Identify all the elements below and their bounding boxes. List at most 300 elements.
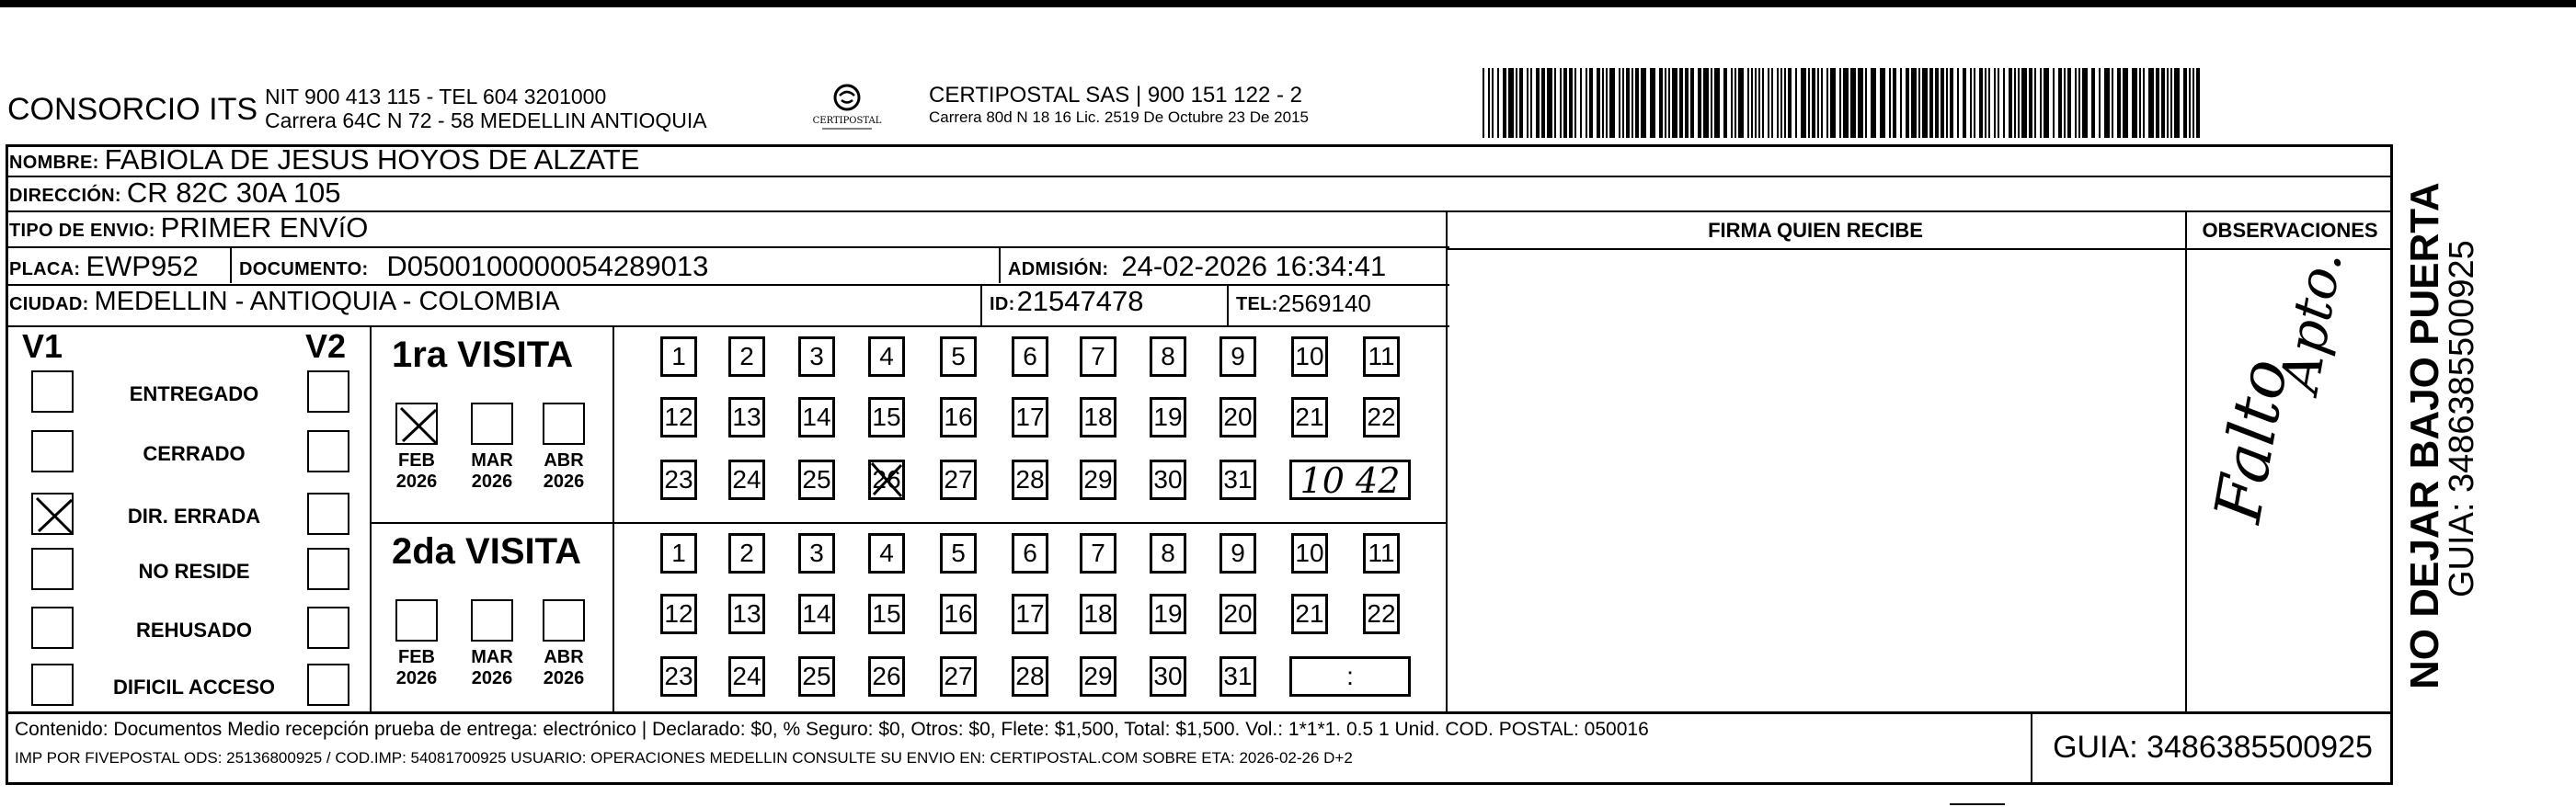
status-v1-checkbox[interactable] bbox=[31, 430, 74, 472]
barcode-bar bbox=[1711, 68, 1712, 138]
month-checkbox[interactable] bbox=[543, 599, 585, 642]
status-v1-checkbox[interactable] bbox=[31, 664, 74, 706]
barcode-bar bbox=[2123, 68, 2128, 138]
day-box-7[interactable]: 7 bbox=[1080, 336, 1116, 377]
barcode-bar bbox=[2174, 68, 2180, 138]
barcode-bar bbox=[1698, 68, 1701, 138]
day-box-1[interactable]: 1 bbox=[660, 336, 697, 377]
status-v1-checkbox[interactable] bbox=[31, 370, 74, 413]
status-v2-checkbox[interactable] bbox=[307, 370, 349, 413]
side-warning: NO DEJAR BAJO PUERTA bbox=[2402, 182, 2447, 689]
day-box-17[interactable]: 17 bbox=[1012, 594, 1048, 634]
barcode-bar bbox=[2009, 68, 2012, 138]
documento-value: D0500100000054289013 bbox=[386, 250, 709, 282]
row-id bbox=[986, 286, 1144, 315]
barcode-bar bbox=[1946, 68, 1948, 138]
barcode-bar bbox=[1768, 68, 1769, 138]
month-checkbox[interactable] bbox=[543, 403, 585, 445]
barcode-bar bbox=[1597, 68, 1600, 138]
barcode-bar bbox=[1619, 68, 1620, 138]
month-label bbox=[465, 647, 519, 689]
month-checkbox[interactable] bbox=[471, 599, 513, 642]
barcode-bar bbox=[1574, 68, 1576, 138]
barcode-bar bbox=[1826, 68, 1828, 138]
barcode-bar bbox=[1622, 68, 1624, 138]
barcode-bar bbox=[2014, 68, 2016, 138]
admision-label: ADMISIÓN: bbox=[1008, 259, 1109, 279]
barcode-bar bbox=[1812, 68, 1815, 138]
barcode-bar bbox=[1788, 68, 1792, 138]
day-box-15[interactable]: 15 bbox=[868, 397, 905, 438]
barcode-bar bbox=[1672, 68, 1677, 138]
day-box-21[interactable]: 21 bbox=[1291, 594, 1328, 634]
status-v2-checkbox[interactable] bbox=[307, 493, 349, 535]
status-v2-checkbox[interactable] bbox=[307, 430, 349, 472]
day-box-11[interactable]: 11 bbox=[1363, 336, 1400, 377]
day-box-18[interactable]: 18 bbox=[1080, 397, 1116, 438]
day-box-29[interactable]: 29 bbox=[1080, 656, 1116, 697]
day-box-8[interactable]: 8 bbox=[1150, 533, 1186, 574]
barcode-bar bbox=[1911, 68, 1917, 138]
divider bbox=[1446, 212, 1448, 711]
barcode-bar bbox=[1723, 68, 1727, 138]
barcode-bar bbox=[1998, 68, 1999, 138]
day-box-16[interactable]: 16 bbox=[940, 594, 977, 634]
month-label bbox=[537, 450, 590, 493]
divider bbox=[370, 522, 1448, 524]
barcode-bar bbox=[1589, 68, 1593, 138]
barcode-bar bbox=[1703, 68, 1709, 138]
barcode-bar bbox=[2192, 68, 2194, 138]
day-box-31[interactable]: 31 bbox=[1219, 460, 1256, 500]
barcode-bar bbox=[1821, 68, 1823, 138]
month-label bbox=[390, 450, 443, 493]
barcode-bar bbox=[2058, 68, 2062, 138]
barcode-bar bbox=[1755, 68, 1757, 138]
divider bbox=[6, 325, 1449, 327]
day-box-1[interactable]: 1 bbox=[660, 533, 697, 574]
row-admision bbox=[1004, 251, 1386, 280]
barcode-bar bbox=[1906, 68, 1909, 138]
divider bbox=[230, 248, 232, 283]
barcode-bar bbox=[2196, 68, 2200, 138]
id-label: ID: bbox=[990, 294, 1015, 314]
day-box-26[interactable]: 26 bbox=[868, 656, 905, 697]
row-tel bbox=[1232, 286, 1371, 315]
barcode-bar bbox=[1780, 68, 1782, 138]
barcode-bar bbox=[1569, 68, 1573, 138]
barcode-bar bbox=[1580, 68, 1582, 138]
divider bbox=[2185, 212, 2187, 711]
carrier-logo-icon bbox=[809, 81, 885, 136]
status-v1-checkbox[interactable] bbox=[31, 607, 74, 649]
barcode-bar bbox=[1635, 68, 1639, 138]
barcode-bar bbox=[2170, 68, 2172, 138]
firma-label: FIRMA QUIEN RECIBE bbox=[1708, 219, 1923, 242]
barcode-bar bbox=[1714, 68, 1720, 138]
day-box-24[interactable]: 24 bbox=[728, 656, 765, 697]
barcode-bar bbox=[1865, 68, 1867, 138]
barcode-bar bbox=[2003, 68, 2005, 138]
barcode-bar bbox=[1492, 68, 1494, 138]
month-year: 2026 bbox=[395, 668, 438, 688]
month-checkbox[interactable] bbox=[471, 403, 513, 445]
barcode-bar bbox=[2112, 68, 2113, 138]
barcode-bar bbox=[2075, 68, 2077, 138]
day-box-3[interactable]: 3 bbox=[798, 533, 835, 574]
status-v2-checkbox[interactable] bbox=[307, 607, 349, 649]
barcode-bar bbox=[1963, 68, 1966, 138]
barcode-bar bbox=[2040, 68, 2042, 138]
barcode-bar bbox=[1795, 68, 1797, 138]
month-checkbox[interactable] bbox=[395, 599, 438, 642]
row-documento bbox=[235, 251, 708, 280]
barcode-bar bbox=[1516, 68, 1517, 138]
month-year: 2026 bbox=[395, 472, 438, 492]
barcode-bar bbox=[1900, 68, 1902, 138]
divider bbox=[6, 246, 1449, 248]
barcode-bar bbox=[1497, 68, 1499, 138]
barcode-bar bbox=[1530, 68, 1532, 138]
barcode-bar bbox=[2053, 68, 2055, 138]
row-direccion bbox=[6, 177, 341, 207]
barcode-bar bbox=[1808, 68, 1810, 138]
day-box-20[interactable]: 20 bbox=[1219, 397, 1256, 438]
barcode-bar bbox=[1547, 68, 1552, 138]
divider bbox=[6, 176, 2393, 177]
divider bbox=[999, 248, 1001, 283]
divider bbox=[980, 285, 982, 325]
carrier-line1: CERTIPOSTAL SAS | 900 151 122 - 2 bbox=[929, 83, 1302, 108]
ciudad-value: MEDELLIN - ANTIOQUIA - COLOMBIA bbox=[94, 287, 560, 316]
barcode-bar bbox=[1731, 68, 1733, 138]
day-box-25[interactable]: 25 bbox=[798, 460, 835, 500]
month-label bbox=[465, 450, 519, 493]
barcode-bar bbox=[1858, 68, 1863, 138]
cut-mark bbox=[1950, 803, 2005, 805]
day-box-13[interactable]: 13 bbox=[728, 594, 765, 634]
day-box-27[interactable]: 27 bbox=[940, 460, 977, 500]
status-v1-checkbox[interactable] bbox=[31, 493, 74, 535]
barcode-bar bbox=[1974, 68, 1975, 138]
barcode-bar bbox=[1738, 68, 1744, 138]
barcode-bar bbox=[1483, 68, 1484, 138]
day-box-10[interactable]: 10 bbox=[1291, 533, 1328, 574]
barcode-bar bbox=[1817, 68, 1819, 138]
barcode-bar bbox=[1602, 68, 1604, 138]
day-box-8[interactable]: 8 bbox=[1150, 336, 1186, 377]
barcode-bar bbox=[2143, 68, 2145, 138]
month-name: FEB bbox=[398, 450, 435, 471]
status-v2-checkbox[interactable] bbox=[307, 664, 349, 706]
footer-line2: IMP POR FIVEPOSTAL ODS: 25136800925 / COD.IMP: 54081700925 USUARIO: OPERACIONES MEDELLIN CONSULTE SU ENVIO EN: CERTIPOSTAL.COM SOBRE ETA: 2026-02-26 D+2 bbox=[15, 749, 1353, 767]
barcode-bar bbox=[1843, 68, 1849, 138]
day-box-25[interactable]: 25 bbox=[798, 656, 835, 697]
nombre-value: FABIOLA DE JESUS HOYOS DE ALZATE bbox=[104, 143, 640, 176]
carrier-line2: Carrera 80d N 18 16 Lic. 2519 De Octubre 23 De 2015 bbox=[929, 108, 1309, 126]
barcode-bar bbox=[1979, 68, 1983, 138]
top-border bbox=[0, 0, 2576, 7]
barcode-bar bbox=[2161, 68, 2165, 138]
barcode-bar bbox=[1929, 68, 1933, 138]
barcode-bar bbox=[1563, 68, 1567, 138]
handwritten-falto: Falto bbox=[2200, 353, 2303, 529]
time-box[interactable]: : bbox=[1289, 656, 1411, 697]
barcode-bar bbox=[2167, 68, 2169, 138]
month-year: 2026 bbox=[471, 472, 513, 492]
barcode-bar bbox=[1830, 68, 1836, 138]
barcode-bar bbox=[2078, 68, 2080, 138]
day-box-14[interactable]: 14 bbox=[798, 594, 835, 634]
barcode-bar bbox=[2183, 68, 2187, 138]
barcode-bar bbox=[1735, 68, 1736, 138]
barcode-bar bbox=[1880, 68, 1885, 138]
barcode-bar bbox=[1659, 68, 1663, 138]
divider bbox=[370, 325, 372, 711]
month-name: ABR bbox=[544, 647, 584, 667]
id-value: 21547478 bbox=[1016, 285, 1144, 317]
status-label: DIFICIL ACCESO bbox=[112, 676, 275, 699]
day-box-17[interactable]: 17 bbox=[1012, 397, 1048, 438]
day-box-30[interactable]: 30 bbox=[1150, 460, 1186, 500]
month-year: 2026 bbox=[543, 668, 585, 688]
barcode-bar bbox=[1801, 68, 1806, 138]
month-year: 2026 bbox=[471, 668, 513, 688]
barcode-bar bbox=[2132, 68, 2137, 138]
footer-line1: Contenido: Documentos Medio recepción prueba de entrega: electrónico | Declarado: $0, % Seguro: $0, Otros: $0, Flete: $1,500, Total: $1,500. Vol.: 1*1*1. 0.5 1 Unid. COD. POSTAL: 050016 bbox=[15, 719, 1649, 740]
row-nombre bbox=[6, 144, 1449, 174]
barcode-bar bbox=[1957, 68, 1959, 138]
barcode-bar bbox=[1503, 68, 1506, 138]
barcode-bar bbox=[2099, 68, 2101, 138]
barcode-bar bbox=[1527, 68, 1528, 138]
barcode-bar bbox=[1970, 68, 1972, 138]
barcode-bar bbox=[2018, 68, 2020, 138]
barcode-bar bbox=[1685, 68, 1689, 138]
day-box-20[interactable]: 20 bbox=[1219, 594, 1256, 634]
barcode-bar bbox=[1650, 68, 1655, 138]
barcode-bar bbox=[1941, 68, 1944, 138]
barcode-bar bbox=[1560, 68, 1562, 138]
barcode-bar bbox=[1668, 68, 1670, 138]
day-box-7[interactable]: 7 bbox=[1080, 533, 1116, 574]
month-year: 2026 bbox=[543, 472, 585, 492]
day-box-26[interactable]: 26 bbox=[868, 460, 905, 500]
status-label: DIR. ERRADA bbox=[127, 505, 261, 528]
side-guia: GUIA: 3486385500925 bbox=[2443, 240, 2481, 597]
barcode-bar bbox=[1609, 68, 1615, 138]
barcode-bar bbox=[1839, 68, 1841, 138]
day-box-16[interactable]: 16 bbox=[940, 397, 977, 438]
month-name: ABR bbox=[544, 450, 584, 471]
day-box-24[interactable]: 24 bbox=[728, 460, 765, 500]
day-box-31[interactable]: 31 bbox=[1219, 656, 1256, 697]
status-label: CERRADO bbox=[143, 442, 246, 465]
barcode-bar bbox=[1893, 68, 1896, 138]
day-box-23[interactable]: 23 bbox=[660, 656, 697, 697]
day-box-15[interactable]: 15 bbox=[868, 594, 905, 634]
footer-guia: GUIA: 3486385500925 bbox=[2053, 730, 2373, 765]
barcode-bar bbox=[2139, 68, 2141, 138]
month-name: MAR bbox=[471, 647, 513, 667]
barcode-bar bbox=[2034, 68, 2036, 138]
day-box-6[interactable]: 6 bbox=[1012, 336, 1048, 377]
day-box-19[interactable]: 19 bbox=[1150, 594, 1186, 634]
day-box-5[interactable]: 5 bbox=[940, 533, 977, 574]
day-box-11[interactable]: 11 bbox=[1363, 533, 1400, 574]
barcode-bar bbox=[1871, 68, 1876, 138]
status-v1-checkbox[interactable] bbox=[31, 548, 74, 590]
handwritten-apto: Apto. bbox=[2268, 245, 2354, 397]
barcode-bar bbox=[1850, 68, 1856, 138]
carrier-logo-text: CERTIPOSTAL bbox=[812, 116, 882, 126]
barcode-bar bbox=[1508, 68, 1514, 138]
day-box-30[interactable]: 30 bbox=[1150, 656, 1186, 697]
month-name: MAR bbox=[471, 450, 513, 471]
day-box-4[interactable]: 4 bbox=[868, 336, 905, 377]
barcode-bar bbox=[1631, 68, 1633, 138]
v2-label: V2 bbox=[305, 327, 347, 365]
barcode-bar bbox=[1488, 68, 1490, 138]
day-box-14[interactable]: 14 bbox=[798, 397, 835, 438]
day-box-23[interactable]: 23 bbox=[660, 460, 697, 500]
day-box-3[interactable]: 3 bbox=[798, 336, 835, 377]
row-placa bbox=[6, 251, 199, 280]
status-label: NO RESIDE bbox=[138, 560, 250, 583]
month-name: FEB bbox=[398, 647, 435, 667]
barcode-bar bbox=[1994, 68, 1996, 138]
day-box-28[interactable]: 28 bbox=[1012, 656, 1048, 697]
day-cross-mark bbox=[868, 460, 905, 500]
day-box-13[interactable]: 13 bbox=[728, 397, 765, 438]
month-checkbox[interactable] bbox=[395, 403, 438, 445]
month-label bbox=[537, 647, 590, 689]
day-box-22[interactable]: 22 bbox=[1363, 397, 1400, 438]
company-nit: NIT 900 413 115 - TEL 604 3201000 bbox=[265, 85, 607, 108]
barcode-bar bbox=[1758, 68, 1760, 138]
direccion-value: CR 82C 30A 105 bbox=[126, 176, 341, 209]
barcode-bar bbox=[1751, 68, 1753, 138]
barcode-bar bbox=[1536, 68, 1540, 138]
barcode-bar bbox=[1586, 68, 1587, 138]
barcode-bar bbox=[2029, 68, 2032, 138]
day-box-22[interactable]: 22 bbox=[1363, 594, 1400, 634]
barcode-bar bbox=[1665, 68, 1666, 138]
status-label: REHUSADO bbox=[136, 619, 252, 642]
barcode-bar bbox=[1777, 68, 1779, 138]
tel-label: TEL: bbox=[1236, 294, 1278, 314]
day-box-12[interactable]: 12 bbox=[660, 594, 697, 634]
day-box-6[interactable]: 6 bbox=[1012, 533, 1048, 574]
day-box-27[interactable]: 27 bbox=[940, 656, 977, 697]
barcode-bar bbox=[2117, 68, 2121, 138]
visit-title: 1ra VISITA bbox=[392, 335, 574, 375]
barcode-bar bbox=[2021, 68, 2027, 138]
tel-value: 2569140 bbox=[1277, 290, 1371, 317]
barcode-bar bbox=[1519, 68, 1523, 138]
day-box-2[interactable]: 2 bbox=[728, 533, 765, 574]
row-ciudad bbox=[6, 286, 560, 315]
divider bbox=[1227, 285, 1229, 325]
day-box-9[interactable]: 9 bbox=[1219, 533, 1256, 574]
divider bbox=[1446, 248, 2393, 250]
documento-label: DOCUMENTO: bbox=[239, 259, 369, 279]
barcode-bar bbox=[1747, 68, 1749, 138]
barcode-bar bbox=[1922, 68, 1928, 138]
divider bbox=[613, 325, 614, 711]
status-label: ENTREGADO bbox=[129, 382, 259, 405]
company-address: Carrera 64C N 72 - 58 MEDELLIN ANTIOQUIA bbox=[265, 108, 707, 133]
barcode-bar bbox=[1679, 68, 1683, 138]
barcode-bar bbox=[1985, 68, 1986, 138]
barcode-bar bbox=[1918, 68, 1920, 138]
observaciones-label: OBSERVACIONES bbox=[2202, 219, 2378, 242]
company-info bbox=[265, 85, 707, 133]
admision-value: 24-02-2026 16:34:41 bbox=[1121, 250, 1387, 282]
barcode-bar bbox=[1950, 68, 1953, 138]
barcode-bar bbox=[2156, 68, 2159, 138]
barcode-bar bbox=[2148, 68, 2154, 138]
ciudad-label: CIUDAD: bbox=[9, 294, 89, 314]
row-tipo bbox=[6, 212, 368, 242]
barcode-bar bbox=[1626, 68, 1630, 138]
barcode-bar bbox=[2067, 68, 2071, 138]
visit-title: 2da VISITA bbox=[392, 531, 581, 572]
barcode-bar bbox=[1641, 68, 1646, 138]
barcode-bar bbox=[1554, 68, 1556, 138]
day-box-10[interactable]: 10 bbox=[1291, 336, 1328, 377]
barcode-bar bbox=[2044, 68, 2049, 138]
barcode-bar bbox=[2082, 68, 2088, 138]
barcode-bar bbox=[2104, 68, 2110, 138]
tipo-value: PRIMER ENVíO bbox=[160, 211, 369, 244]
barcode-bar bbox=[1762, 68, 1764, 138]
status-v2-checkbox[interactable] bbox=[307, 548, 349, 590]
nombre-label: NOMBRE: bbox=[9, 153, 99, 173]
barcode-bar bbox=[1889, 68, 1891, 138]
barcode-bar bbox=[1771, 68, 1773, 138]
placa-label: PLACA: bbox=[9, 259, 81, 279]
barcode-bar bbox=[1541, 68, 1545, 138]
day-box-19[interactable]: 19 bbox=[1150, 397, 1186, 438]
day-box-29[interactable]: 29 bbox=[1080, 460, 1116, 500]
day-box-12[interactable]: 12 bbox=[660, 397, 697, 438]
day-box-21[interactable]: 21 bbox=[1291, 397, 1328, 438]
company-name: CONSORCIO ITS bbox=[7, 92, 258, 127]
day-box-28[interactable]: 28 bbox=[1012, 460, 1048, 500]
barcode-bar bbox=[2189, 68, 2191, 138]
placa-value: EWP952 bbox=[86, 250, 199, 282]
day-box-18[interactable]: 18 bbox=[1080, 594, 1116, 634]
barcode-bar bbox=[1606, 68, 1608, 138]
tipo-label: TIPO DE ENVIO: bbox=[9, 221, 155, 241]
barcode-bar bbox=[1935, 68, 1939, 138]
barcode-bar bbox=[2064, 68, 2066, 138]
day-box-9[interactable]: 9 bbox=[1219, 336, 1256, 377]
carrier-logo bbox=[809, 81, 885, 136]
carrier-info bbox=[929, 83, 1309, 126]
time-box[interactable]: 10 42 bbox=[1289, 460, 1411, 500]
day-box-2[interactable]: 2 bbox=[728, 336, 765, 377]
month-label bbox=[390, 647, 443, 689]
v1-label: V1 bbox=[22, 327, 63, 365]
barcode-bar bbox=[1784, 68, 1786, 138]
direccion-label: DIRECCIÓN: bbox=[9, 186, 121, 206]
barcode bbox=[1483, 68, 2211, 138]
divider bbox=[6, 711, 2393, 714]
day-box-5[interactable]: 5 bbox=[940, 336, 977, 377]
day-box-4[interactable]: 4 bbox=[868, 533, 905, 574]
